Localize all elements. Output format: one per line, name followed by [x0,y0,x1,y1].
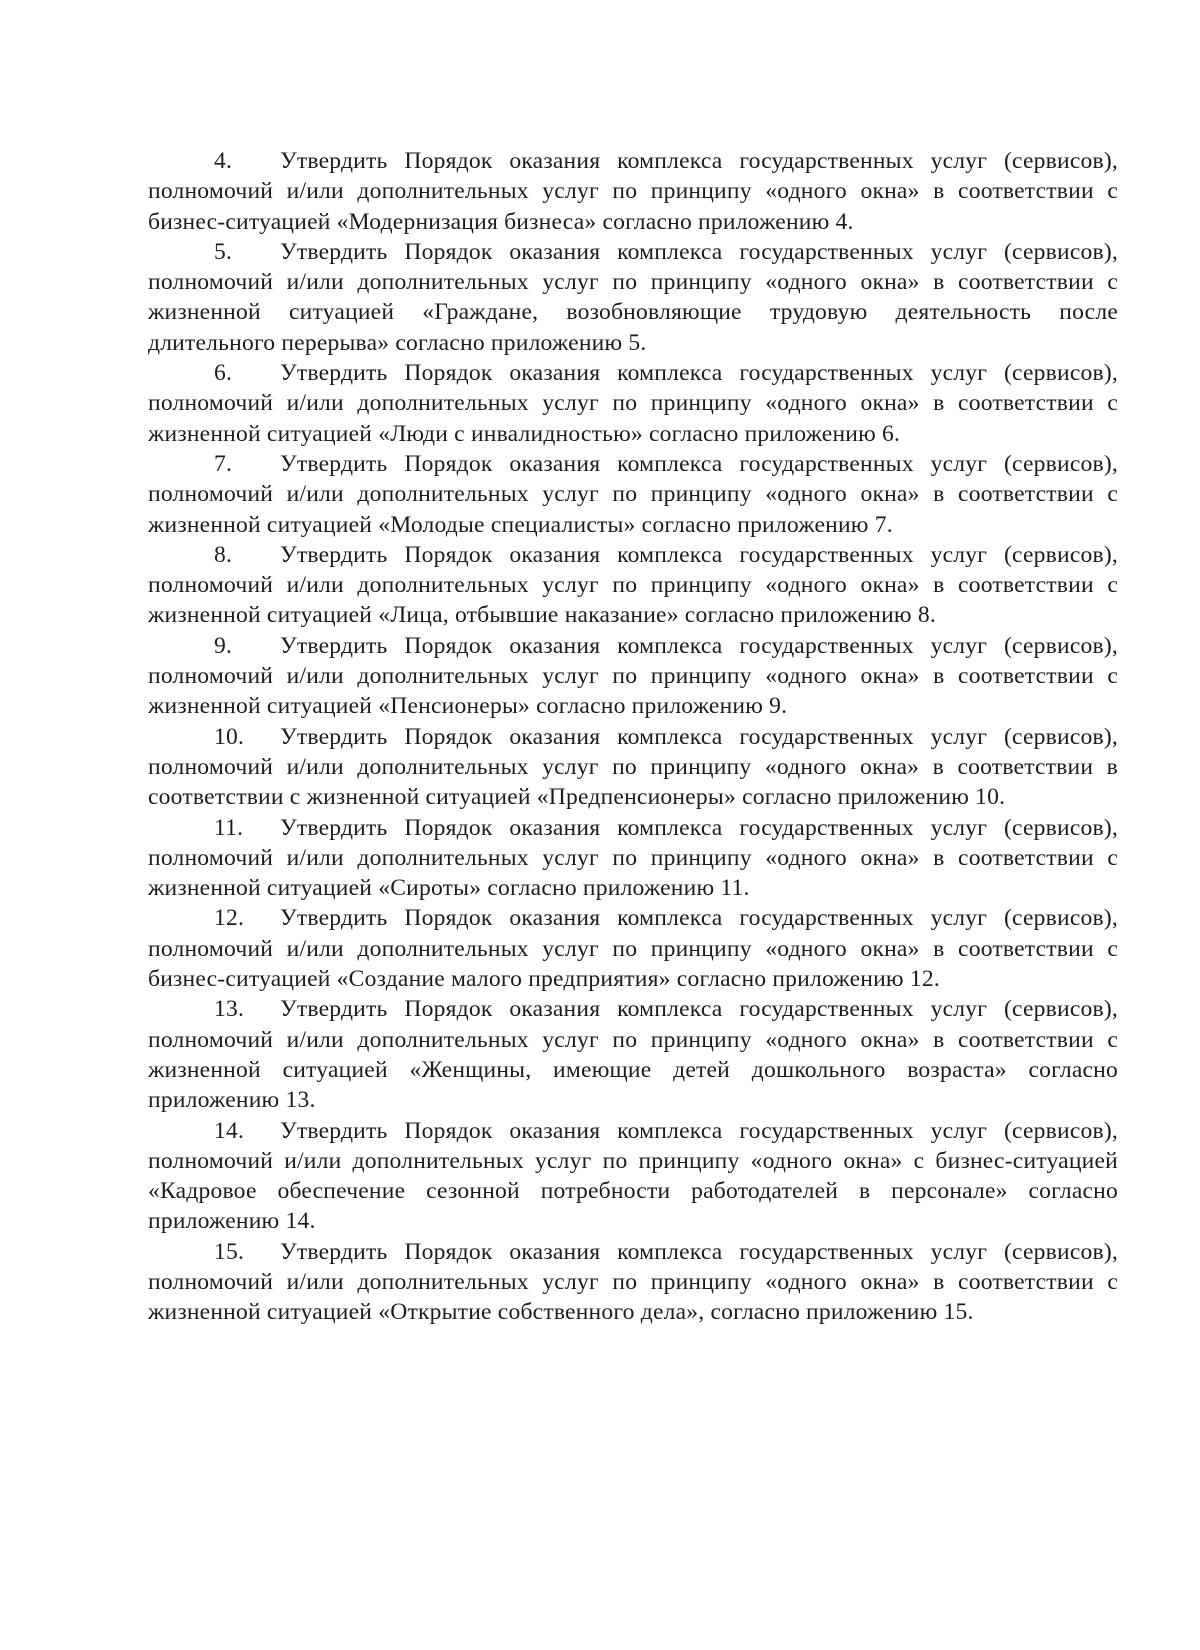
item-text: Утвердить Порядок оказания комплекса государственных услуг (сервисов), полномочий и/или дополнительных услуг по принципу «одного окна» в соответствии с жизненной ситуацией «Женщины, имеющие детей дошкольного возраста» согласно приложению 13. [148,996,1118,1114]
item-text: Утвердить Порядок оказания комплекса государственных услуг (сервисов), полномочий и/или дополнительных услуг по принципу «одного окна» в соответствии в соответствии с жизненной ситуацией «Предпенсионеры» согласно приложению 10. [148,723,1118,811]
paragraph-item-12 [148,903,1118,994]
item-number: 11. [214,814,244,841]
item-text: Утвердить Порядок оказания комплекса государственных услуг (сервисов), полномочий и/или дополнительных услуг по принципу «одного окна» в соответствии с бизнес-ситуацией «Модернизация бизнеса» согласно приложению 4. [148,148,1118,235]
item-text: Утвердить Порядок оказания комплекса государственных услуг (сервисов), полномочий и/или дополнительных услуг по принципу «одного окна» с бизнес-ситуацией «Кадровое обеспечение сезонной потребности работодателей в персонале» согласно приложению 14. [148,1117,1118,1235]
item-number: 8. [214,541,233,568]
paragraph-item-15 [148,1237,1118,1328]
paragraph-item-4 [148,146,1118,237]
item-number: 4. [214,148,233,174]
item-text: Утвердить Порядок оказания комплекса государственных услуг (сервисов), полномочий и/или дополнительных услуг по принципу «одного окна» в соответствии с жизненной ситуацией «Сироты» согласно приложению 11. [148,814,1118,902]
item-text: Утвердить Порядок оказания комплекса государственных услуг (сервисов), полномочий и/или дополнительных услуг по принципу «одного окна» в соответствии с жизненной ситуацией «Лица, отбывшие наказание» согласно приложению 8. [148,541,1118,629]
item-number: 12. [214,905,245,932]
item-number: 10. [214,723,245,750]
paragraph-item-14 [148,1116,1118,1237]
item-number: 13. [214,996,245,1023]
item-text: Утвердить Порядок оказания комплекса государственных услуг (сервисов), полномочий и/или дополнительных услуг по принципу «одного окна» в соответствии с жизненной ситуацией «Граждане, возобновляющие трудовую деятельность после длительного перерыва» согласно приложению 5. [148,238,1118,356]
item-number: 15. [214,1238,245,1265]
paragraph-item-5 [148,237,1118,358]
item-text: Утвердить Порядок оказания комплекса государственных услуг (сервисов), полномочий и/или дополнительных услуг по принципу «одного окна» в соответствии с бизнес-ситуацией «Создание малого предприятия» согласно приложению 12. [148,905,1118,993]
paragraph-item-8 [148,540,1118,631]
item-number: 14. [214,1117,245,1144]
item-text: Утвердить Порядок оказания комплекса государственных услуг (сервисов), полномочий и/или дополнительных услуг по принципу «одного окна» в соответствии с жизненной ситуацией «Пенсионеры» согласно приложению 9. [148,632,1118,720]
item-text: Утвердить Порядок оказания комплекса государственных услуг (сервисов), полномочий и/или дополнительных услуг по принципу «одного окна» в соответствии с жизненной ситуацией «Молодые специалисты» согласно приложению 7. [148,450,1118,538]
item-number: 9. [214,632,233,659]
paragraph-item-10 [148,722,1118,813]
paragraph-item-13 [148,994,1118,1115]
item-text: Утвердить Порядок оказания комплекса государственных услуг (сервисов), полномочий и/или дополнительных услуг по принципу «одного окна» в соответствии с жизненной ситуацией «Открытие собственного дела», согласно приложению 15. [148,1238,1118,1326]
item-number: 7. [214,450,233,477]
paragraph-item-11 [148,813,1118,904]
document-page [148,146,1118,1328]
item-text: Утвердить Порядок оказания комплекса государственных услуг (сервисов), полномочий и/или дополнительных услуг по принципу «одного окна» в соответствии с жизненной ситуацией «Люди с инвалидностью» согласно приложению 6. [148,360,1118,447]
paragraph-item-6 [148,358,1118,449]
paragraph-item-7 [148,449,1118,540]
item-number: 6. [214,360,233,387]
item-number: 5. [214,238,233,265]
paragraph-item-9 [148,631,1118,722]
